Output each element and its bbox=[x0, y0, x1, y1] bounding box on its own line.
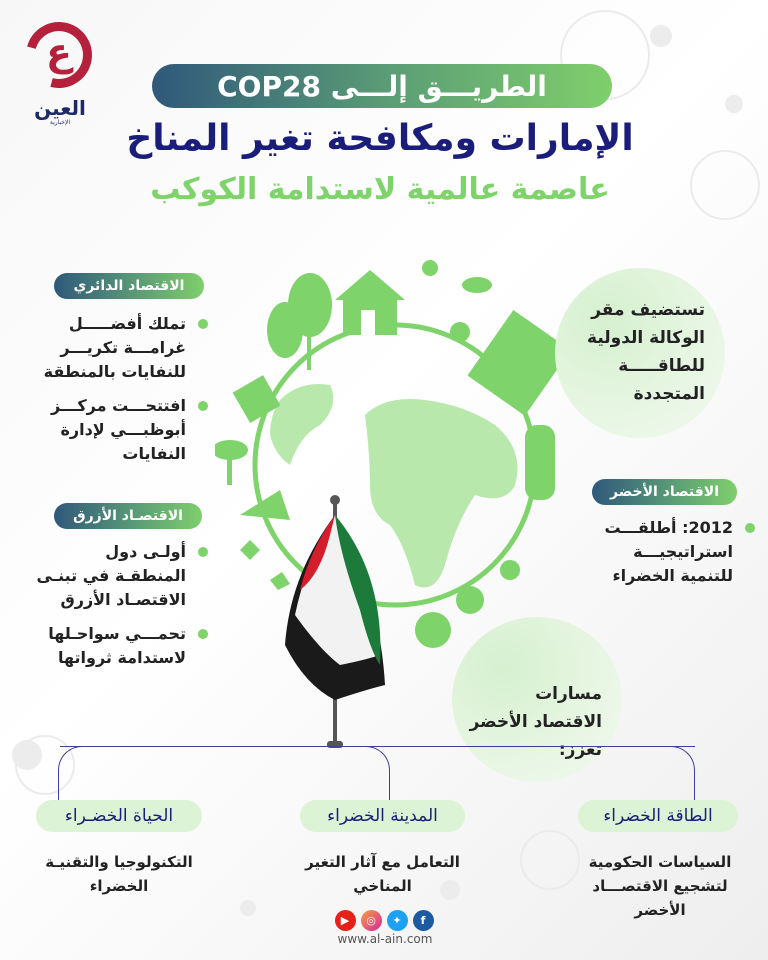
tree-horizontal-line bbox=[60, 746, 695, 747]
page-title: الإمارات ومكافحة تغير المناخ bbox=[126, 118, 634, 159]
al-ain-logo[interactable] bbox=[20, 18, 100, 128]
circular-economy-bullets bbox=[30, 312, 208, 476]
bullet-dot-icon bbox=[198, 319, 208, 329]
twitter-icon[interactable]: ✦ bbox=[387, 910, 408, 931]
bg-decor-ring-icon bbox=[520, 830, 580, 890]
bullet-dot-icon bbox=[198, 629, 208, 639]
bg-decor-dot bbox=[725, 95, 743, 113]
bullet-item: تحمـــي سواحـلها لاستدامة ثرواتها bbox=[30, 622, 208, 670]
website-link[interactable]: www.al-ain.com bbox=[337, 932, 433, 946]
label-green-economy: الاقتصاد الأخضر bbox=[592, 479, 737, 505]
facebook-icon[interactable]: f bbox=[413, 910, 434, 931]
bullet-dot-icon bbox=[745, 523, 755, 533]
branch-green-life: الحياة الخضـراء bbox=[36, 800, 202, 832]
bullet-item: افتتحـــت مركـــز أبوظبـــي لإدارة النفايات bbox=[30, 394, 208, 466]
uae-flag-illustration bbox=[270, 495, 400, 755]
bg-decor-ring-icon bbox=[690, 150, 760, 220]
header-banner: الطريـــق إلـــى COP28 bbox=[152, 64, 612, 108]
bullet-item: أولـى دول المنطقـة في تبنـى الاقتصـاد الأزرق bbox=[30, 540, 208, 612]
youtube-icon[interactable]: ▶ bbox=[335, 910, 356, 931]
branch-green-city: المدينة الخضراء bbox=[300, 800, 465, 832]
branch-green-life-desc: التكنولوجيا والتقنيـة الخضراء bbox=[45, 853, 193, 895]
label-circular-economy: الاقتصاد الدائري bbox=[54, 273, 204, 299]
branch-green-energy: الطاقة الخضراء bbox=[578, 800, 738, 832]
bg-decor-dot bbox=[240, 900, 256, 916]
irena-text: تستضيف مقر الوكالة الدولية للطاقـــــة المتجددة bbox=[587, 300, 705, 404]
label-blue-economy: الاقتصـاد الأزرق bbox=[54, 503, 202, 529]
green-economy-bullets bbox=[585, 516, 755, 598]
bg-decor-dot bbox=[650, 25, 672, 47]
bullet-dot-icon bbox=[198, 547, 208, 557]
social-links bbox=[334, 910, 434, 932]
tree-branch-right bbox=[665, 746, 695, 806]
tree-branch-left bbox=[58, 746, 88, 806]
page-subtitle: عاصمة عالمية لاستدامة الكوكب bbox=[150, 172, 610, 207]
bullet-item: تملك أفضـــــل غرامـــة تكريـــر للنفايات بالمنطقة bbox=[30, 312, 208, 384]
logo-tagline: الإخبارية bbox=[49, 119, 71, 126]
blue-economy-bullets bbox=[30, 540, 208, 680]
bullet-item: 2012: أطلقـــت استراتيجيـــة للتنمية الخضراء bbox=[585, 516, 755, 588]
bullet-dot-icon bbox=[198, 401, 208, 411]
branch-green-energy-desc: السياسات الحكومية لتشجيع الاقتصـــاد الأخضر bbox=[588, 853, 732, 919]
logo-name: العين bbox=[34, 96, 86, 120]
logo-glyph: ع bbox=[46, 30, 72, 74]
branch-green-city-desc: التعامل مع آثار التغير المناخي bbox=[305, 853, 460, 895]
instagram-icon[interactable]: ◎ bbox=[361, 910, 382, 931]
paths-text: مسارات الاقتصاد الأخضر تعزز: bbox=[469, 684, 602, 760]
